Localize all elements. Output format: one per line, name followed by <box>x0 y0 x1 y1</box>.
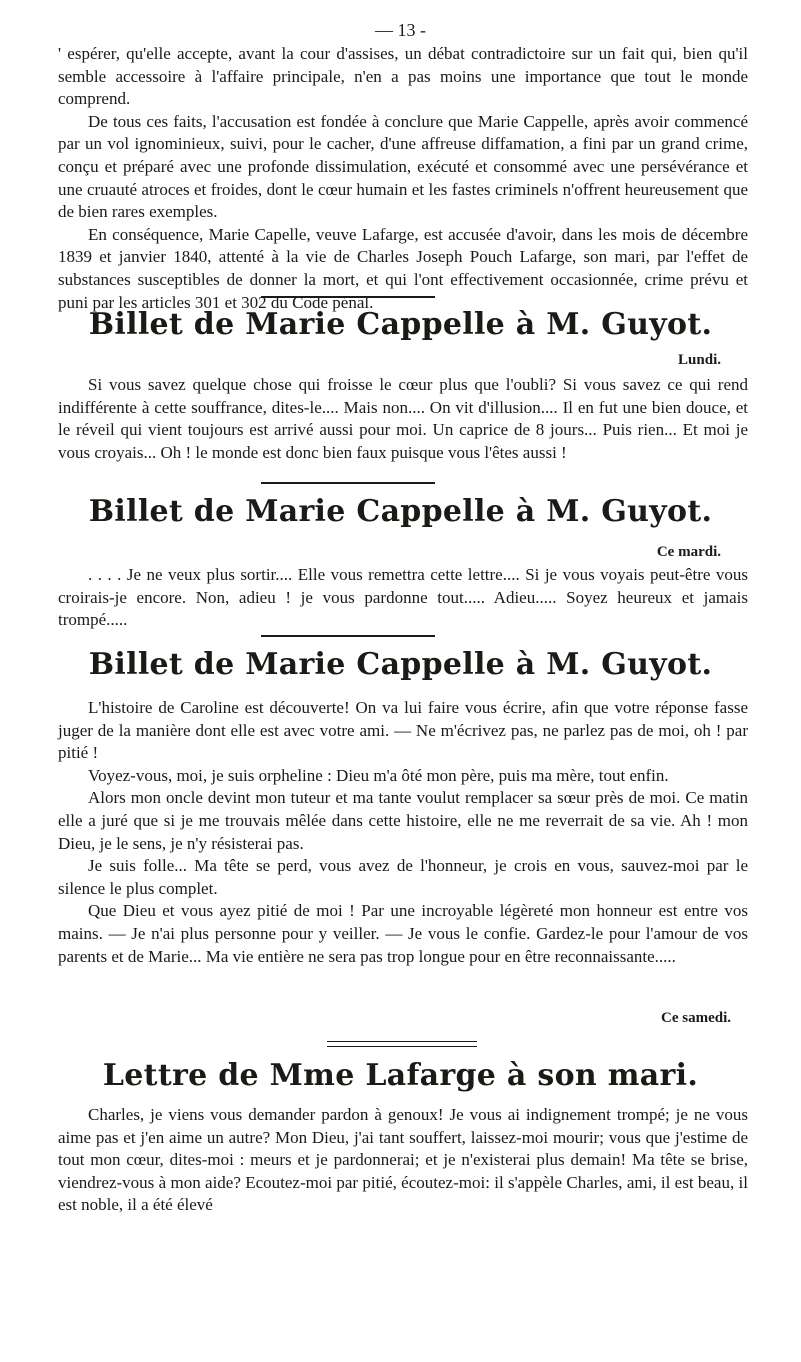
section-divider <box>261 482 435 484</box>
letter3-paragraph-1: L'histoire de Caroline est découverte! On va lui faire vous écrire, afin que votre réponse fasse juger de la manière dont elle est avec votre ami. — Ne m'écrivez pas, ne parlez pas de moi, oh ! par pitié ! <box>58 698 748 763</box>
letter2-title: Billet de Marie Cappelle à M. Guyot. <box>88 494 713 529</box>
letter2-date: Ce mardi. <box>656 544 721 560</box>
intro-paragraph-2: De tous ces faits, l'accusation est fondée à conclure que Marie Cappelle, après avoir commencé par un vol ignominieux, suivi, pour le cacher, d'une affreuse diffamation, a fini par un grand crime, conçu et préparé avec une profonde dissimulation, exécuté et consommé avec une persévérance et une cruauté atroces et froides, dont le cœur humain et les fastes criminels n'offrent heureusement que de bien rares exemples. <box>58 111 748 222</box>
page-number: — 13 - <box>375 20 426 40</box>
letter3-paragraph-4: Je suis folle... Ma tête se perd, vous avez de l'honneur, je crois en vous, sauvez-moi par le silence le plus complet. <box>58 856 748 898</box>
letter2-body: . . . . Je ne veux plus sortir.... Elle vous remettra cette lettre.... Si je vous voyais peut-être vous croirais-je encore. Non, adieu ! je vous pardonne tout..... Adieu..... Soyez heureux et jamais trompé..... <box>58 565 748 630</box>
letter4-body-block <box>58 1104 748 1217</box>
intro-section <box>58 43 748 314</box>
section-divider <box>327 1046 477 1047</box>
intro-paragraph-1: ' espérer, qu'elle accepte, avant la cour d'assises, un débat contradictoire sur un fait qui, bien qu'il semble accessoire à l'affaire principale, n'en a pas moins une importance que tout le monde comprend. <box>58 44 748 109</box>
letter3-paragraph-3: Alors mon oncle devint mon tuteur et ma tante voulut remplacer sa sœur près de moi. Ce matin elle a juré que si je me trouvais mêlée dans cette histoire, elle ne me reverrait de sa vie. Ah ! mon Dieu, je le sens, je n'y résisterai pas. <box>58 788 748 853</box>
letter1-body-block <box>58 374 748 464</box>
letter1-date: Lundi. <box>678 352 721 368</box>
section-divider <box>261 296 435 298</box>
section-divider <box>327 1041 477 1042</box>
intro-paragraph-3: En conséquence, Marie Capelle, veuve Lafarge, est accusée d'avoir, dans les mois de décembre 1839 et janvier 1840, attenté à la vie de Charles Joseph Pouch Lafarge, son mari, par l'effet de substances susceptibles de donner la mort, et qui l'ont effectivement occasionnée, crime prévu et puni par les articles 301 et 302 du Code pénal. <box>58 224 748 312</box>
letter3-paragraph-5: Que Dieu et vous ayez pitié de moi ! Par une incroyable légèreté mon honneur est entre vos mains. — Je n'ai plus personne pour y veiller. — Je vous le confie. Gardez-le pour l'amour de vos parents et de Marie... Ma vie entière ne sera pas trop longue pour en être reconnaissante..... <box>58 901 748 966</box>
letter1-body: Si vous savez quelque chose qui froisse le cœur plus que l'oubli? Si vous savez ce qui rend indifférente à cette souffrance, dites-le.... Mais non.... On vit d'illusion.... Il en fut une bien douce, et le réveil qui vient toujours est arrivé aussi pour moi. Un caprice de 8 jours... Puis rien... Et moi je vous croyais... Oh ! le monde est donc bien faux puisque vous l'êtes aussi ! <box>58 375 748 462</box>
letter3-body-block <box>58 697 748 968</box>
section-divider <box>261 635 435 637</box>
letter4-title: Lettre de Mme Lafarge à son mari. <box>102 1058 699 1093</box>
letter2-body-block <box>58 564 748 632</box>
letter3-closing: Ce samedi. <box>661 1010 731 1026</box>
letter1-title: Billet de Marie Cappelle à M. Guyot. <box>88 307 713 342</box>
letter4-paragraph-1: Charles, je viens vous demander pardon à genoux! Je vous ai indignement trompé; je ne vous aime pas et j'en aime un autre? Mon Dieu, j'ai tant souffert, laissez-moi mourir; vous que j'estime de tout mon cœur, dites-moi : meurs et je pardonnerai; et je n'existerai plus demain! Ma tête se brise, viendrez-vous à mon aide? Ecoutez-moi par pitié, écoutez-moi: il s'appèle Charles, ami, il est beau, il est noble, il a été élevé <box>58 1105 748 1215</box>
letter3-paragraph-2: Voyez-vous, moi, je suis orpheline : Dieu m'a ôté mon père, puis ma mère, tout enfin. <box>88 765 669 785</box>
letter3-title: Billet de Marie Cappelle à M. Guyot. <box>88 647 713 682</box>
